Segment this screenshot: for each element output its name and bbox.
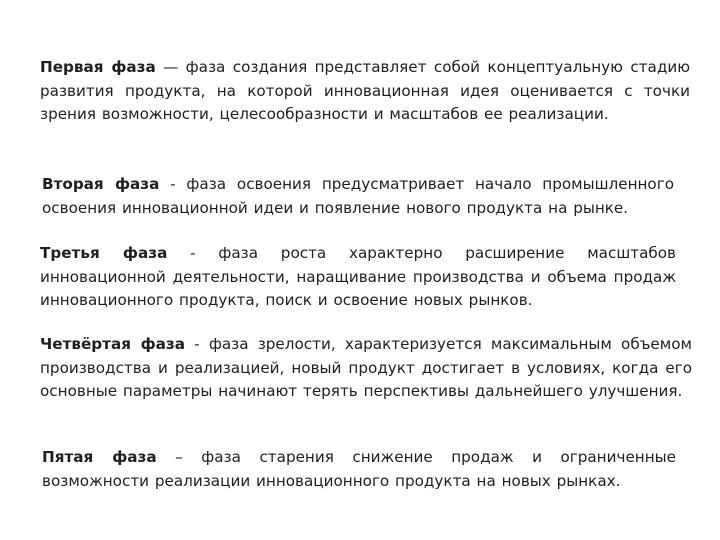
paragraph-phase-2 [42, 173, 674, 220]
phase-5-term: Пятая фаза [42, 448, 157, 466]
phase-1-text: — фаза создания представляет собой концептуальную стадию развития продукта, на которой инновационная идея оценивается с точки зрения возможности, целесообразности и масштабов ее реализации. [40, 58, 690, 123]
phase-4-text: - фаза зрелости, характеризуется максимальным объемом производства и реализацией, новый продукт достигает в условиях, когда его основные параметры начинают терять перспективы дальнейшего улучшения. [40, 335, 692, 400]
phase-3-text: - фаза роста характерно расширение масштабов инновационной деятельности, наращивание производства и объема продаж инновационного продукта, поиск и освоение новых рынков. [40, 244, 676, 309]
phase-1-term: Первая фаза [40, 58, 156, 76]
phase-4-term: Четвёртая фаза [40, 335, 185, 353]
paragraph-phase-3 [40, 242, 676, 313]
paragraph-phase-5 [42, 446, 676, 493]
paragraph-phase-1 [40, 56, 690, 127]
phase-2-term: Вторая фаза [42, 175, 160, 193]
phase-3-term: Третья фаза [40, 244, 168, 262]
paragraph-phase-4 [40, 333, 692, 404]
phase-2-text: - фаза освоения предусматривает начало промышленного освоения инновационной идеи и появление нового продукта на рынке. [42, 175, 674, 217]
phase-5-text: – фаза старения снижение продаж и ограниченные возможности реализации инновационного продукта на новых рынках. [42, 448, 676, 490]
